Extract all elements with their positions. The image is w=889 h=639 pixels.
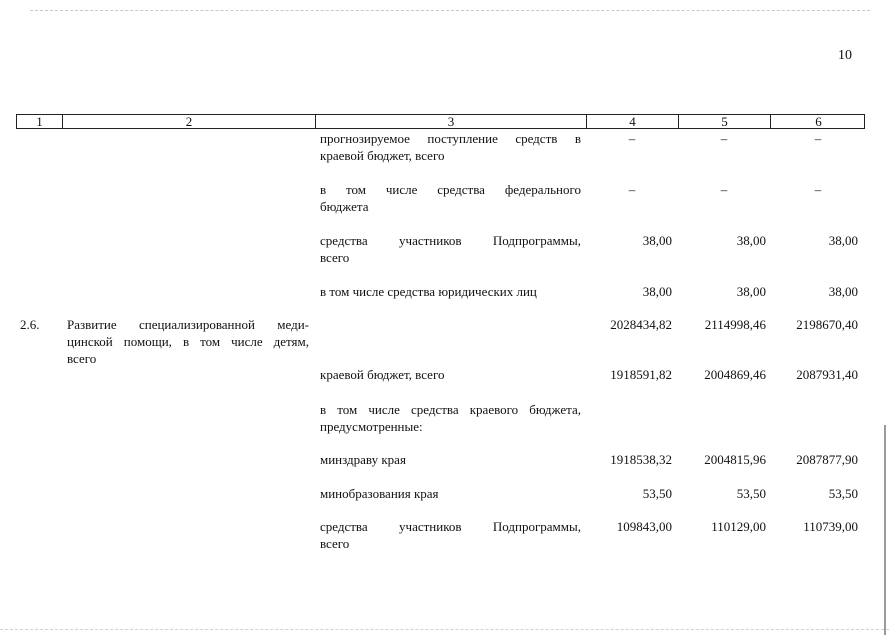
value-col6: 2087877,90 (796, 452, 858, 467)
row-text-line: краевой бюджет, всего (320, 148, 445, 163)
table-row-source-text (320, 130, 581, 164)
value-col6: 38,00 (828, 233, 858, 248)
value-col6: 110739,00 (803, 519, 858, 534)
value-col5: 110129,00 (711, 519, 766, 534)
value-col6: 53,50 (828, 486, 858, 501)
table-row-source-text (320, 401, 581, 435)
row-text-line: минздраву края (320, 452, 406, 467)
column-header-1: 1 (17, 115, 63, 128)
row-text-line: в том числе средства краевого бюджета, (320, 402, 581, 417)
value-col5: 2004815,96 (704, 452, 766, 467)
scan-edge-top (30, 10, 870, 11)
column-header-5: 5 (679, 115, 771, 128)
row-number: 2.6. (20, 317, 40, 332)
table-row-source-text (320, 485, 581, 502)
table-row-source-text (320, 451, 581, 468)
scan-edge-right (884, 425, 886, 635)
value-col6: – (814, 131, 822, 146)
table-row-source-text (320, 181, 581, 215)
value-col4: 38,00 (642, 284, 672, 299)
value-col5: – (720, 182, 728, 197)
value-col4: 1918538,32 (610, 452, 672, 467)
table-header-row (16, 114, 865, 129)
page-number: 10 (838, 48, 852, 63)
value-col6: 38,00 (828, 284, 858, 299)
row-text-line: всего (320, 536, 350, 551)
row-title-line: цинской помощи, в том числе детям, (67, 334, 309, 349)
value-col4: – (628, 131, 636, 146)
table-row-source-text (320, 232, 581, 266)
value-col6: 2198670,40 (796, 317, 858, 332)
table-row-source-text (320, 283, 581, 300)
row-text-line: в том числе средства юридических лиц (320, 284, 537, 299)
value-col4: 2028434,82 (610, 317, 672, 332)
column-header-3: 3 (316, 115, 587, 128)
value-col4: 38,00 (642, 233, 672, 248)
row-text-line: предусмотренные: (320, 419, 423, 434)
row-text-line: средства участников Подпрограммы, (320, 519, 581, 534)
value-col5: 53,50 (736, 486, 766, 501)
row-title-line: всего (67, 351, 97, 366)
value-col4: 53,50 (642, 486, 672, 501)
table-row-source-text (320, 518, 581, 552)
value-col5: 38,00 (736, 233, 766, 248)
row-text-line: всего (320, 250, 350, 265)
value-col5: 2004869,46 (704, 367, 766, 382)
scan-edge-bottom (0, 629, 889, 630)
column-header-4: 4 (587, 115, 679, 128)
value-col4: 109843,00 (616, 519, 672, 534)
row-title-line: Развитие специализированной меди- (67, 317, 309, 332)
column-header-6: 6 (815, 114, 822, 129)
value-col5: 2114998,46 (704, 317, 766, 332)
row-text-line: средства участников Подпрограммы, (320, 233, 581, 248)
value-col6: 2087931,40 (796, 367, 858, 382)
table-row-source-text (320, 366, 581, 383)
row-text-line: прогнозируемое поступление средств в (320, 131, 581, 146)
value-col4: – (628, 182, 636, 197)
row-text-line: бюджета (320, 199, 369, 214)
row-title (67, 316, 309, 367)
row-text-line: в том числе средства федерального (320, 182, 581, 197)
value-col5: – (720, 131, 728, 146)
column-header-2: 2 (63, 115, 316, 128)
value-col4: 1918591,82 (610, 367, 672, 382)
row-text-line: минобразования края (320, 486, 439, 501)
value-col5: 38,00 (736, 284, 766, 299)
row-text-line: краевой бюджет, всего (320, 367, 445, 382)
value-col6: – (814, 182, 822, 197)
